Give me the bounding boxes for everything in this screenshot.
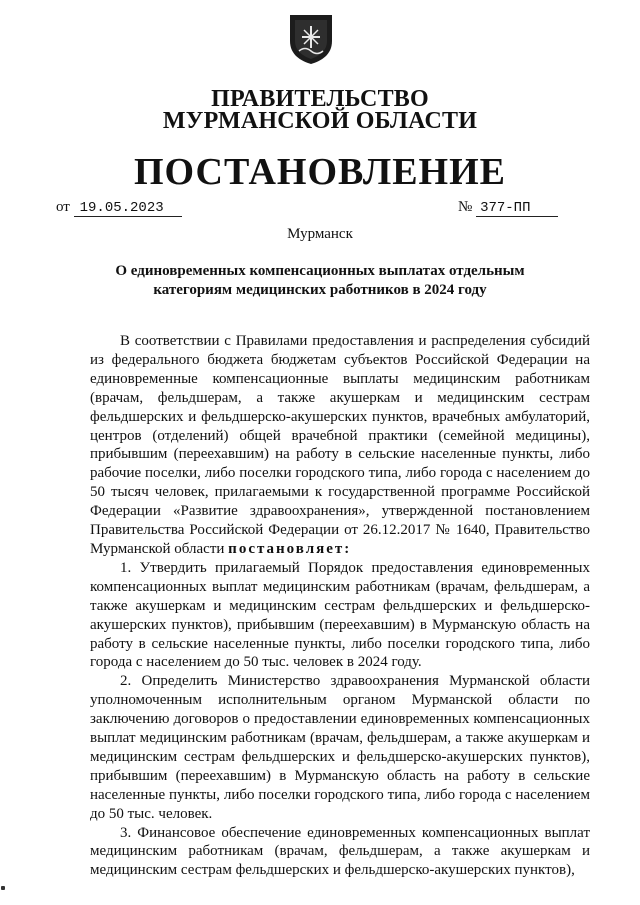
document-body bbox=[90, 332, 590, 880]
document-subject bbox=[90, 262, 550, 300]
subject-line2: категориям медицинских работников в 2024 году bbox=[153, 282, 487, 298]
document-type-title: ПОСТАНОВЛЕНИЕ bbox=[133, 151, 507, 193]
decree-word: постановляет: bbox=[228, 540, 352, 557]
number-value: 377-ПП bbox=[476, 200, 558, 217]
date-value: 19.05.2023 bbox=[74, 200, 182, 217]
org-name-line1: ПРАВИТЕЛЬСТВО bbox=[211, 86, 429, 112]
city-name: Мурманск bbox=[287, 226, 353, 242]
preamble-text: В соответствии с Правилами предоставления и распределения субсидий из федерального бюджета бюджетам субъектов Российской Федерации на единовременные компенсационные выплаты медицинским работникам (врачам, фельдшерам, а также акушеркам и медицинским сестрам фельдшерских и фельдшерско-акушерских пунктов, врачебных амбулаторий, центров (отделений) общей врачебной практики (семейной медицины), прибывшим (переехавшим) на работу в сельские населенные пункты, либо рабочие поселки, либо поселки городского типа, либо города с населением до 50 тысяч человек, прилагаемыми к государственной программе Российской Федерации «Развитие здравоохранения», утвержденной постановлением Правительства Российской Федерации от 26.12.2017 № 1640, Правительство Мурманской области bbox=[90, 333, 590, 557]
coat-of-arms-icon bbox=[287, 13, 335, 65]
number-prefix: № bbox=[458, 199, 473, 215]
preamble-paragraph bbox=[90, 332, 590, 559]
org-name-line2: МУРМАНСКОЙ ОБЛАСТИ bbox=[162, 108, 478, 134]
document-number bbox=[458, 199, 558, 217]
item-2-paragraph: 2. Определить Министерство здравоохранения Мурманской области уполномоченным исполнительным органом Мурманской области по заключению договоров о предоставлении единовременных компенсационных выплат медицинским работникам (врачам, фельдшерам, а также акушеркам и медицинским сестрам фельдшерских и фельдшерско-акушерских пунктов), прибывшим (переехавшим) в Мурманскую область на работу в сельские населенные пункты, либо поселки городского типа, либо города с населением до 50 тыс. человек. bbox=[90, 673, 590, 822]
item-3-paragraph: 3. Финансовое обеспечение единовременных компенсационных выплат медицинским работникам (врачам, фельдшерам, а также акушеркам и медицинским сестрам фельдшерских и фельдшерско-акушерских пунктов), bbox=[90, 824, 590, 879]
date-prefix: от bbox=[56, 199, 70, 215]
item-1-paragraph: 1. Утвердить прилагаемый Порядок предоставления единовременных компенсационных выплат медицинским работникам (врачам, фельдшерам, а также акушеркам и медицинским сестрам фельдшерских и фельдшерско-акушерских пунктов), прибывшим (переехавшим) в Мурманскую область на работу в сельские населенные пункты, либо поселки городского типа, либо города с населением до 50 тыс. человек в 2024 году. bbox=[90, 559, 590, 671]
subject-line1: О единовременных компенсационных выплатах отдельным bbox=[115, 263, 525, 279]
scan-edge-mark bbox=[1, 886, 5, 890]
document-date bbox=[56, 199, 182, 217]
